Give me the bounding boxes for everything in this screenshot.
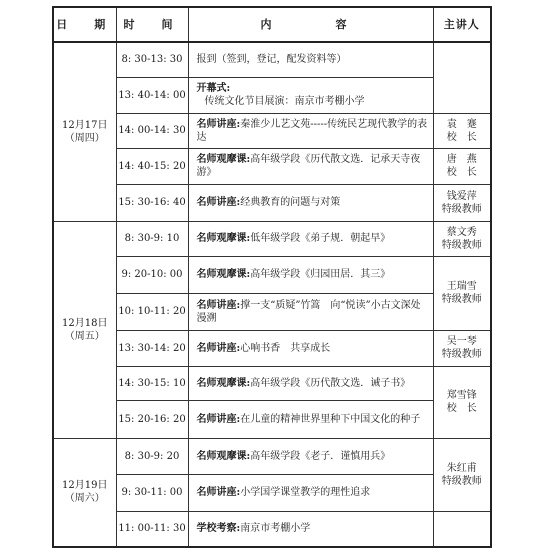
weekday-label: （周五）	[64, 330, 105, 342]
session-text: 小学国学课堂教学的理性追求	[240, 487, 371, 498]
session-content	[188, 330, 433, 366]
session-time: 14: 40-15: 20	[116, 148, 188, 184]
session-time: 9: 30-11: 00	[116, 474, 188, 511]
date-label: 12月19日	[62, 480, 108, 492]
speaker-name: 吴一琴	[446, 336, 477, 347]
session-content	[188, 256, 433, 293]
session-time: 13: 40-14: 00	[116, 77, 188, 113]
session-tag: 名师讲座:	[196, 413, 241, 425]
speaker-name: 钱爱萍	[446, 190, 477, 202]
session-time: 15: 30-16: 40	[116, 184, 188, 221]
session-tag: 名师观摩课:	[196, 154, 251, 165]
session-time: 8: 30-9: 20	[116, 438, 188, 474]
session-text: 高年级学段《归园田居．其三》	[250, 269, 391, 280]
session-content	[188, 77, 433, 113]
session-time: 13: 30-14: 20	[116, 330, 188, 366]
speaker-name: 朱红甫	[446, 462, 477, 474]
date-label: 12月17日	[62, 119, 108, 131]
session-text: 经典教育的问题与对策	[240, 197, 341, 208]
session-content	[188, 511, 433, 547]
session-tag: 名师观摩课:	[196, 269, 251, 280]
session-text: 南京市考棚小学	[240, 523, 311, 535]
speaker-name: 王瑞雪	[446, 281, 477, 292]
speaker-cell-empty	[433, 42, 491, 113]
session-time: 8: 30-9: 10	[116, 221, 188, 256]
header-content: 内 容	[188, 7, 433, 42]
session-text: 传统文化节目展演：南京市考棚小学	[204, 96, 365, 107]
header-date: 日 期	[53, 7, 116, 42]
session-content	[188, 400, 433, 438]
session-time: 14: 00-14: 30	[116, 113, 188, 148]
session-time: 15: 20-16: 20	[116, 400, 188, 438]
session-text: 撑一支“质疑”竹篙 向“悦读”小古文深处漫溯	[196, 299, 421, 324]
speaker-name: 袁 蹇	[446, 118, 477, 130]
session-tag: 名师观摩课:	[196, 377, 251, 389]
session-text: 高年级学段《历代散文选．诫子书》	[250, 377, 411, 389]
session-tag: 名师讲座:	[196, 342, 241, 354]
session-text: 高年级学段《老子．谨慎用兵》	[250, 450, 391, 462]
speaker-cell	[433, 256, 491, 330]
speaker-cell	[433, 113, 491, 148]
session-text: 报到（签到，登记，配发资料等）	[196, 54, 347, 66]
session-tag: 学校考察:	[196, 523, 241, 535]
weekday-label: （周四）	[64, 132, 105, 144]
speaker-title: 特级教师	[441, 239, 482, 251]
session-time: 10: 10-11: 20	[116, 293, 188, 330]
session-tag: 开幕式:	[196, 83, 231, 94]
session-tag: 名师观摩课:	[196, 233, 251, 244]
speaker-cell	[433, 438, 491, 511]
speaker-title: 特级教师	[441, 475, 482, 487]
session-row	[53, 77, 491, 113]
session-row	[53, 330, 491, 366]
header-row	[53, 7, 491, 42]
session-row	[53, 474, 491, 511]
session-text: 秦淮少儿艺文苑-----传统民艺现代教学的表达	[196, 118, 428, 143]
session-row	[53, 511, 491, 547]
session-content	[188, 366, 433, 400]
speaker-title: 特级教师	[441, 294, 482, 305]
speaker-title: 校 长	[446, 167, 477, 178]
session-tag: 名师讲座:	[196, 118, 241, 130]
session-time: 8: 30-13: 30	[116, 42, 188, 77]
session-text: 在儿童的精神世界里种下中国文化的种子	[240, 413, 421, 425]
session-text: 低年级学段《弟子规．朝起早》	[250, 233, 391, 244]
session-time: 11: 00-11: 30	[116, 511, 188, 547]
session-row	[53, 184, 491, 221]
speaker-cell	[433, 184, 491, 221]
speaker-title: 特级教师	[441, 203, 482, 215]
speaker-name: 唐 燕	[446, 154, 477, 165]
date-cell-dec17	[53, 42, 116, 221]
session-tag: 名师讲座:	[196, 299, 241, 311]
speaker-cell	[433, 330, 491, 366]
session-tag: 名师讲座:	[196, 197, 241, 208]
session-row	[53, 221, 491, 256]
header-speaker: 主讲人	[433, 7, 491, 42]
speaker-cell	[433, 148, 491, 184]
session-row	[53, 400, 491, 438]
session-content	[188, 148, 433, 184]
session-tag: 名师观摩课:	[196, 450, 251, 462]
schedule-table	[52, 6, 492, 548]
speaker-title: 特级教师	[441, 349, 482, 360]
session-content	[188, 293, 433, 330]
header-time: 时 间	[116, 7, 188, 42]
session-row	[53, 113, 491, 148]
session-row	[53, 42, 491, 77]
date-cell-dec19	[53, 438, 116, 547]
session-tag: 名师讲座:	[196, 487, 241, 498]
session-content	[188, 184, 433, 221]
session-row	[53, 438, 491, 474]
session-row	[53, 366, 491, 400]
session-time: 9: 20-10: 00	[116, 256, 188, 293]
date-label: 12月18日	[62, 317, 108, 329]
session-content	[188, 113, 433, 148]
session-content	[188, 42, 433, 77]
session-content	[188, 438, 433, 474]
session-row	[53, 293, 491, 330]
session-text: 高年级学段《历代散文选．记承天寺夜游》	[196, 154, 421, 178]
date-cell-dec18	[53, 221, 116, 438]
weekday-label: （周六）	[64, 493, 105, 505]
session-row	[53, 256, 491, 293]
speaker-cell-empty	[433, 511, 491, 547]
speaker-cell	[433, 366, 491, 438]
speaker-title: 校 长	[446, 131, 477, 143]
speaker-cell	[433, 221, 491, 256]
speaker-name: 蔡文秀	[446, 226, 477, 238]
speaker-title: 校 长	[446, 403, 477, 414]
session-content	[188, 221, 433, 256]
speaker-name: 郑雪锋	[446, 390, 477, 401]
session-content	[188, 474, 433, 511]
session-row	[53, 148, 491, 184]
session-text: 心响书香 共享成长	[240, 342, 331, 354]
session-time: 14: 30-15: 10	[116, 366, 188, 400]
